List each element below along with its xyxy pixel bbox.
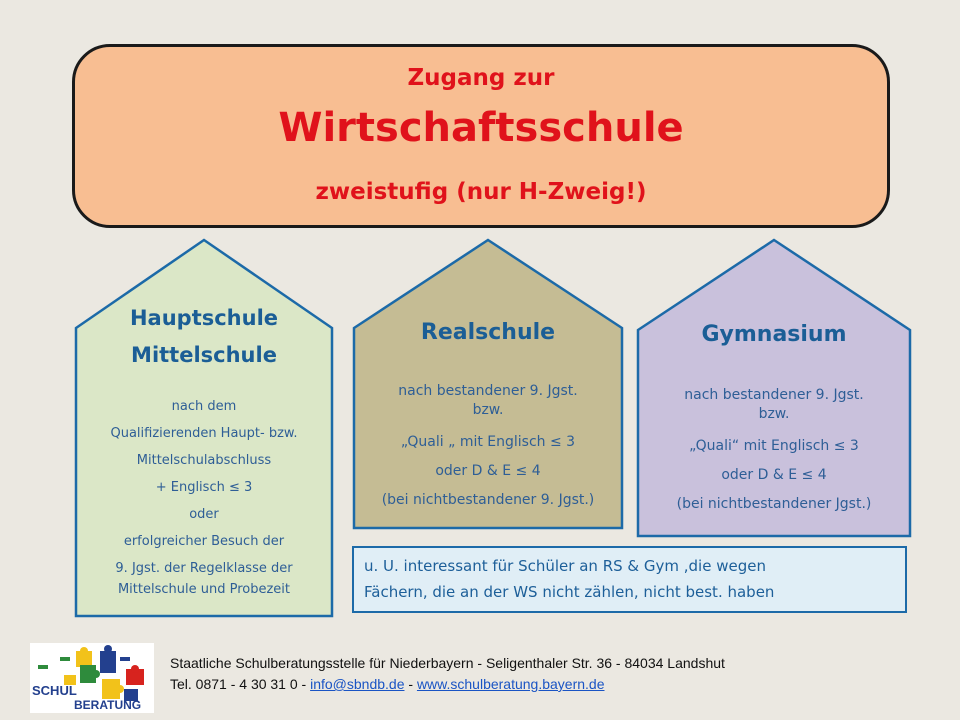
- house-text-line: Qualifizierenden Haupt- bzw.: [110, 426, 298, 441]
- title-main: Wirtschaftsschule: [278, 105, 684, 151]
- house-text-line: + Englisch ≤ 3: [155, 480, 253, 495]
- house-text-line: nach bestandener 9. Jgst.: [398, 383, 578, 399]
- house-gymnasium: [636, 238, 912, 538]
- footer-separator: -: [404, 676, 417, 692]
- website-link[interactable]: www.schulberatung.bayern.de: [416, 676, 605, 692]
- schulberatung-logo: [30, 643, 154, 713]
- house-title-line: Hauptschule: [129, 306, 279, 330]
- logo-word: SCHUL: [32, 683, 77, 698]
- house-text-line: oder D & E ≤ 4: [435, 463, 541, 479]
- house-text-line: „Quali „ mit Englisch ≤ 3: [400, 434, 576, 450]
- note-line: u. U. interessant für Schüler an RS & Gym ,die wegen: [364, 557, 766, 575]
- footer-phone: Tel. 0871 - 4 30 31 0 -: [170, 676, 311, 692]
- house-text-line: „Quali“ mit Englisch ≤ 3: [689, 438, 859, 454]
- house-text-line: oder: [189, 507, 219, 522]
- footer: [170, 653, 725, 695]
- title-banner: [72, 44, 890, 228]
- footer-address: Staatliche Schulberatungsstelle für Niederbayern - Seligenthaler Str. 36 - 84034 Landshut: [170, 655, 725, 671]
- house-text-line: (bei nichtbestandener Jgst.): [676, 496, 872, 512]
- house-realschule: [352, 238, 624, 530]
- house-text-line: nach dem: [171, 399, 237, 414]
- logo-word: BERATUNG: [74, 698, 142, 712]
- house-title-line: Realschule: [420, 320, 556, 345]
- footer-contact: [170, 674, 725, 695]
- house-text-line: erfolgreicher Besuch der: [123, 534, 285, 549]
- house-title-line: Mittelschule: [131, 343, 277, 367]
- puzzle-logo-icon: [30, 643, 154, 713]
- house-text-line: bzw.: [472, 402, 504, 418]
- house-text-line: Mittelschulabschluss: [136, 453, 272, 468]
- house-title-line: Gymnasium: [701, 322, 847, 347]
- title-prefix: Zugang zur: [407, 65, 555, 91]
- email-link[interactable]: info@sbndb.de: [310, 676, 405, 692]
- note-box: [352, 546, 907, 613]
- house-text-line: oder D & E ≤ 4: [721, 467, 827, 483]
- house-text-line: Mittelschule und Probezeit: [117, 582, 291, 597]
- house-text-line: bzw.: [758, 406, 790, 422]
- house-text-line: (bei nichtbestandener 9. Jgst.): [381, 492, 595, 508]
- title-subtitle: zweistufig (nur H-Zweig!): [315, 179, 647, 205]
- house-text-line: 9. Jgst. der Regelklasse der: [115, 561, 293, 576]
- note-line: Fächern, die an der WS nicht zählen, nicht best. haben: [364, 583, 775, 601]
- house-text-line: nach bestandener 9. Jgst.: [684, 387, 864, 403]
- house-hauptschule: [74, 238, 334, 618]
